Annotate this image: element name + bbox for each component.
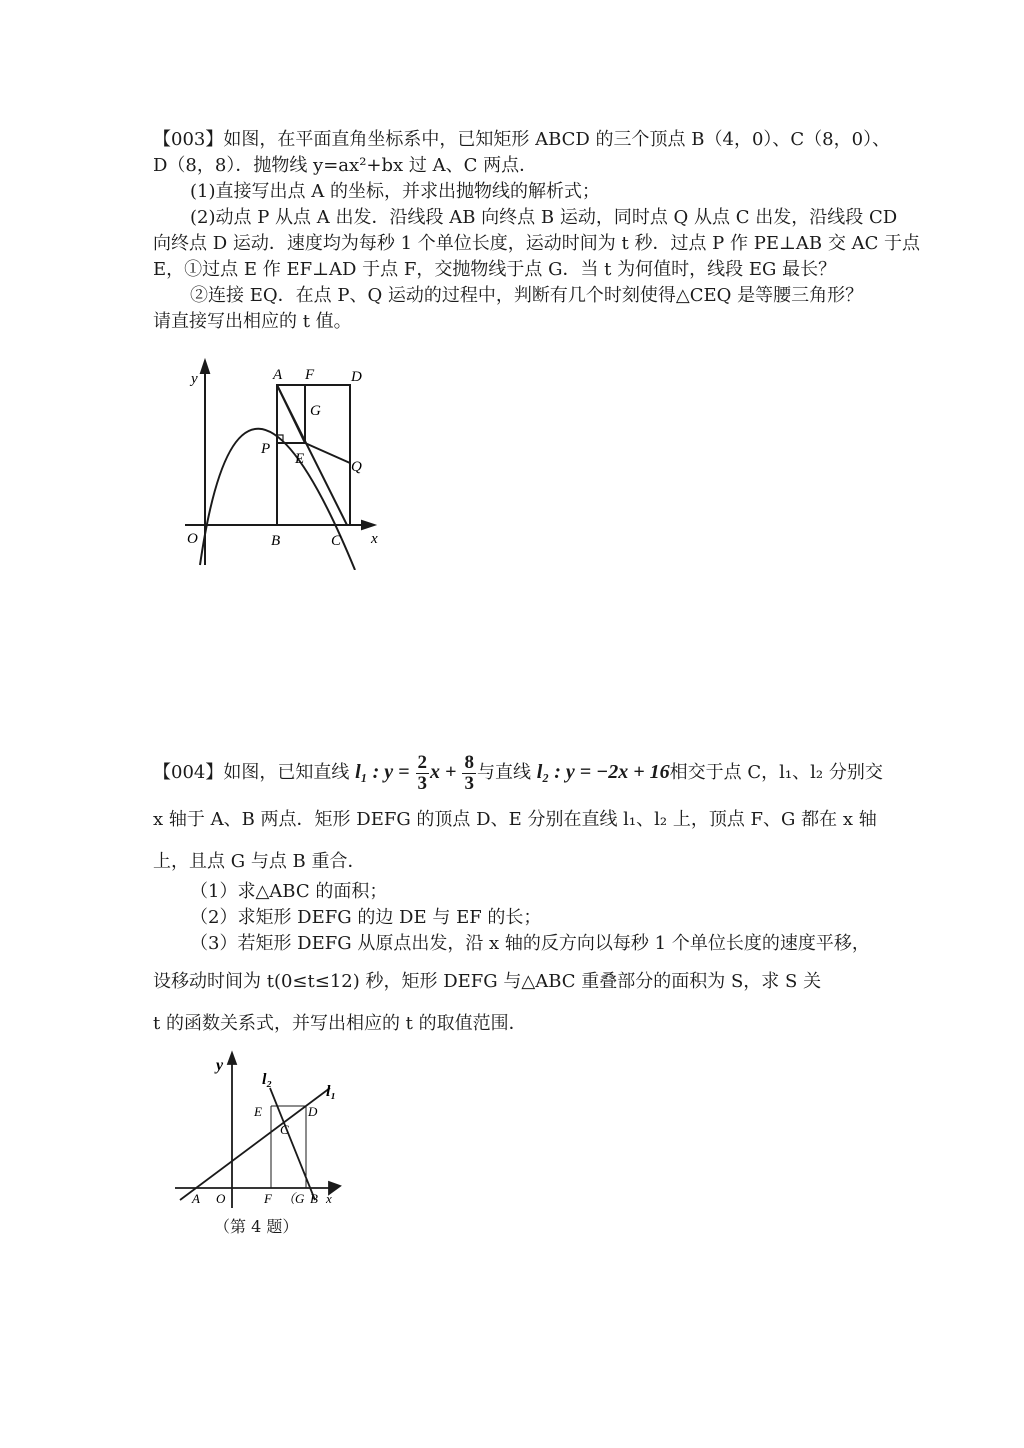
label-a: A bbox=[273, 367, 283, 383]
label-l2: l₂ bbox=[262, 1071, 273, 1088]
figure-004 bbox=[170, 1048, 350, 1210]
label-c: C bbox=[331, 533, 342, 549]
label-x: x bbox=[326, 1191, 332, 1206]
label-g: G bbox=[310, 403, 321, 419]
p003-line-6: E，①过点 E 作 EF⊥AD 于点 F，交抛物线于点 G．当 t 为何值时，线段 EG 最长？ bbox=[153, 259, 837, 280]
frac1-num: 2 bbox=[417, 751, 428, 773]
frac2-den: 3 bbox=[464, 772, 474, 794]
label-g: （G bbox=[282, 1191, 305, 1206]
label-x: x bbox=[371, 531, 378, 547]
p004-line-1 bbox=[153, 752, 883, 794]
p003-line-3: (1)直接写出点 A 的坐标，并求出抛物线的解析式； bbox=[190, 181, 600, 202]
label-a: A bbox=[192, 1191, 200, 1206]
p003-line-7: ②连接 EQ．在点 P、Q 运动的过程中，判断有几个时刻使得△CEQ 是等腰三角形？ bbox=[190, 285, 864, 306]
label-p: P bbox=[261, 441, 271, 457]
l2-equation: l₂ : y = −2x + 16 bbox=[536, 761, 670, 783]
p004-line-2: x 轴于 A、B 两点．矩形 DEFG 的顶点 D、E 分别在直线 l₁、l₂ 上，顶点 F、G 都在 x 轴 bbox=[153, 809, 877, 830]
p004-line-6: （3）若矩形 DEFG 从原点出发，沿 x 轴的反方向以每秒 1 个单位长度的速度平移， bbox=[190, 933, 870, 954]
l1-fraction-1 bbox=[416, 753, 430, 794]
y-axis-arrow bbox=[228, 1053, 236, 1064]
y-axis-arrow bbox=[201, 361, 209, 373]
label-c: C bbox=[280, 1122, 289, 1137]
l1-fraction-2 bbox=[462, 753, 476, 794]
label-b: B bbox=[271, 533, 281, 549]
figure-003 bbox=[175, 355, 390, 570]
label-y: y bbox=[216, 1057, 224, 1074]
p004-line-3: 上，且点 G 与点 B 重合． bbox=[153, 851, 366, 872]
p003-line-5: 向终点 D 运动．速度均为每秒 1 个单位长度，运动时间为 t 秒．过点 P 作 PE⊥AB 交 AC 于点 bbox=[153, 233, 921, 254]
line-ag bbox=[277, 385, 305, 443]
p004-mid: 与直线 bbox=[476, 762, 537, 783]
p004-suffix: 相交于点 C，l₁、l₂ 分别交 bbox=[669, 762, 883, 783]
label-d: D bbox=[308, 1104, 318, 1119]
l1-mid: x + bbox=[430, 761, 462, 783]
p003-line-2: D（8，8）．抛物线 y=ax²+bx 过 A、C 两点． bbox=[153, 155, 538, 176]
label-o: O bbox=[187, 531, 198, 547]
p003-line-8: 请直接写出相应的 t 值。 bbox=[153, 311, 352, 332]
p004-line-7: 设移动时间为 t(0≤t≤12) 秒，矩形 DEFG 与△ABC 重叠部分的面积为 S，求 S 关 bbox=[153, 971, 822, 992]
p004-prefix: 【004】如图，已知直线 bbox=[153, 762, 356, 783]
label-b: B bbox=[310, 1191, 318, 1206]
label-o: O bbox=[216, 1191, 226, 1206]
p004-line-5: （2）求矩形 DEFG 的边 DE 与 EF 的长； bbox=[190, 907, 542, 928]
frac2-num: 8 bbox=[464, 751, 474, 773]
label-e: E bbox=[254, 1104, 262, 1119]
label-y: y bbox=[191, 371, 198, 387]
p003-line-1: 【003】如图，在平面直角坐标系中，已知矩形 ABCD 的三个顶点 B（4，0）、C（8，0）、 bbox=[153, 129, 891, 150]
p004-line-8: t 的函数关系式，并写出相应的 t 的取值范围． bbox=[153, 1013, 527, 1034]
label-q: Q bbox=[351, 459, 362, 475]
frac1-den: 3 bbox=[417, 772, 428, 794]
label-f: F bbox=[305, 367, 315, 383]
label-f: F bbox=[264, 1191, 272, 1206]
label-d: D bbox=[351, 369, 362, 385]
label-e: E bbox=[295, 451, 305, 467]
l1-name: l₁ : y = bbox=[355, 761, 415, 783]
label-l1: l₁ bbox=[326, 1083, 337, 1100]
figure-caption: （第 4 题） bbox=[214, 1217, 299, 1236]
x-axis-arrow bbox=[362, 521, 374, 529]
p003-line-4: (2)动点 P 从点 A 出发．沿线段 AB 向终点 B 运动，同时点 Q 从点 C 出发，沿线段 CD bbox=[190, 207, 898, 228]
p004-line-4: （1）求△ABC 的面积； bbox=[190, 881, 388, 902]
